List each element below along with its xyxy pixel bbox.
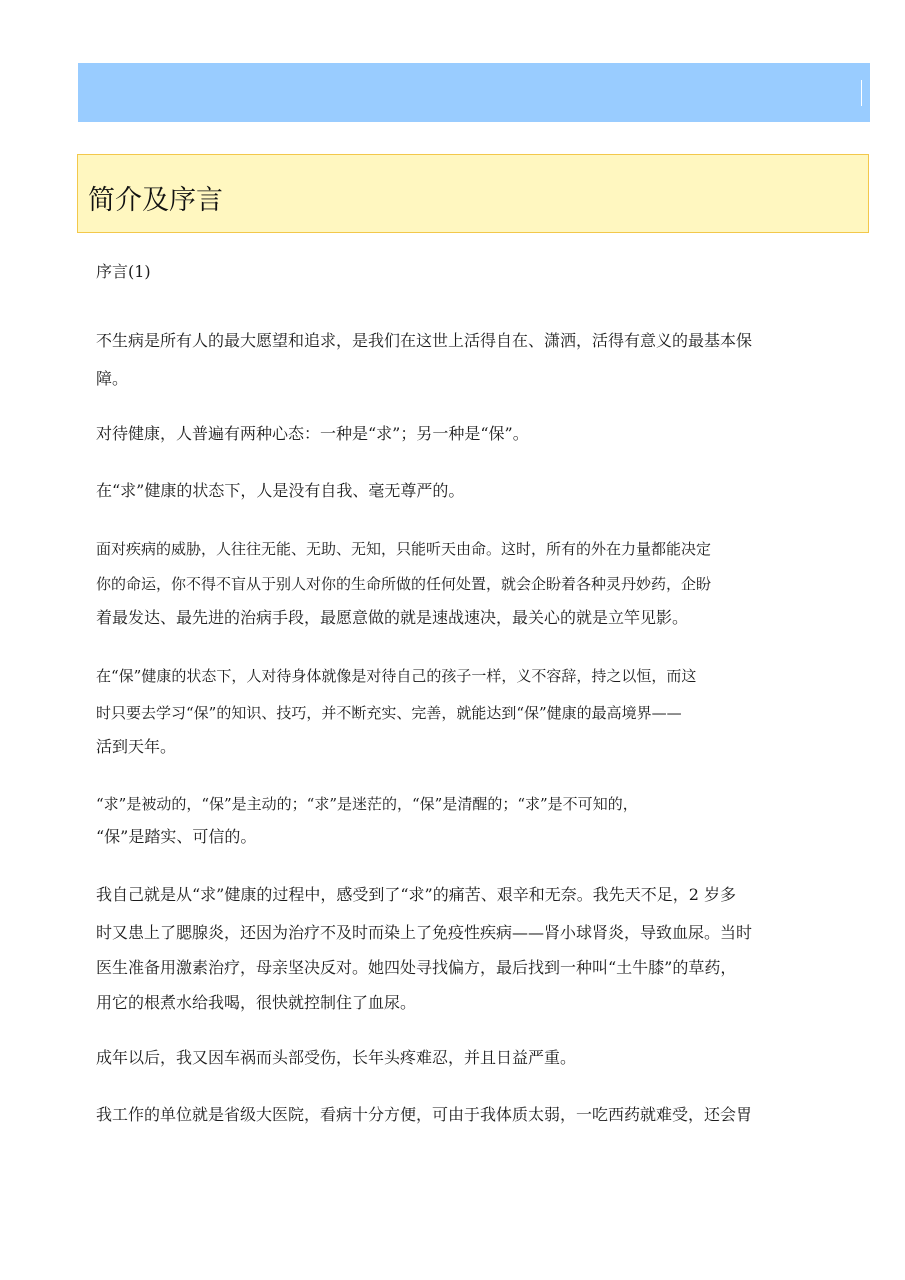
paragraph-line: 着最发达、最先进的治病手段，最愿意做的就是速战速决，最关心的就是立竿见影。 [96, 608, 689, 627]
paragraph-line: 面对疾病的威胁，人往往无能、无助、无知，只能听天由命。这时，所有的外在力量都能决定 [96, 540, 712, 558]
paragraph-line: 时又患上了腮腺炎，还因为治疗不及时而染上了免疫性疾病——肾小球肾炎，导致血尿。当时 [96, 923, 753, 942]
section-subtitle: 序言(1) [96, 262, 151, 281]
paragraph-line: 不生病是所有人的最大愿望和追求，是我们在这世上活得自在、潇洒，活得有意义的最基本保 [96, 331, 753, 350]
paragraph-line: 时只要去学习“保”的知识、技巧，并不断充实、完善，就能达到“保”健康的最高境界—— [96, 704, 682, 722]
header-bar [78, 63, 870, 122]
paragraph-line: “求”是被动的，“保”是主动的；“求”是迷茫的，“保”是清醒的；“求”是不可知的， [96, 795, 638, 813]
paragraph-line: 在“保”健康的状态下，人对待身体就像是对待自己的孩子一样，义不容辞，持之以恒，而这 [96, 667, 697, 685]
paragraph-line: 你的命运，你不得不盲从于别人对你的生命所做的任何处置，就会企盼着各种灵丹妙药，企盼 [96, 575, 712, 593]
paragraph-line: 活到天年。 [96, 737, 177, 756]
paragraph-line: 我自己就是从“求”健康的过程中，感受到了“求”的痛苦、艰辛和无奈。我先天不足，2 岁多 [96, 885, 736, 904]
paragraph-line: 障。 [96, 369, 129, 388]
header-bar-divider [861, 80, 862, 106]
section-title-box [77, 154, 869, 233]
section-title: 简介及序言 [88, 185, 223, 216]
paragraph-line: 用它的根煮水给我喝，很快就控制住了血尿。 [96, 993, 417, 1012]
paragraph-line: 成年以后，我又因车祸而头部受伤，长年头疼难忍，并且日益严重。 [96, 1048, 577, 1067]
paragraph-line: 医生准备用激素治疗，母亲坚决反对。她四处寻找偏方，最后找到一种叫“土牛膝”的草药， [96, 958, 737, 977]
paragraph-line: 对待健康，人普遍有两种心态：一种是“求”；另一种是“保”。 [96, 424, 529, 443]
paragraph-line: 我工作的单位就是省级大医院，看病十分方便，可由于我体质太弱，一吃西药就难受，还会胃 [96, 1105, 753, 1124]
paragraph-line: “保”是踏实、可信的。 [96, 827, 257, 846]
paragraph-line: 在“求”健康的状态下，人是没有自我、毫无尊严的。 [96, 481, 465, 500]
